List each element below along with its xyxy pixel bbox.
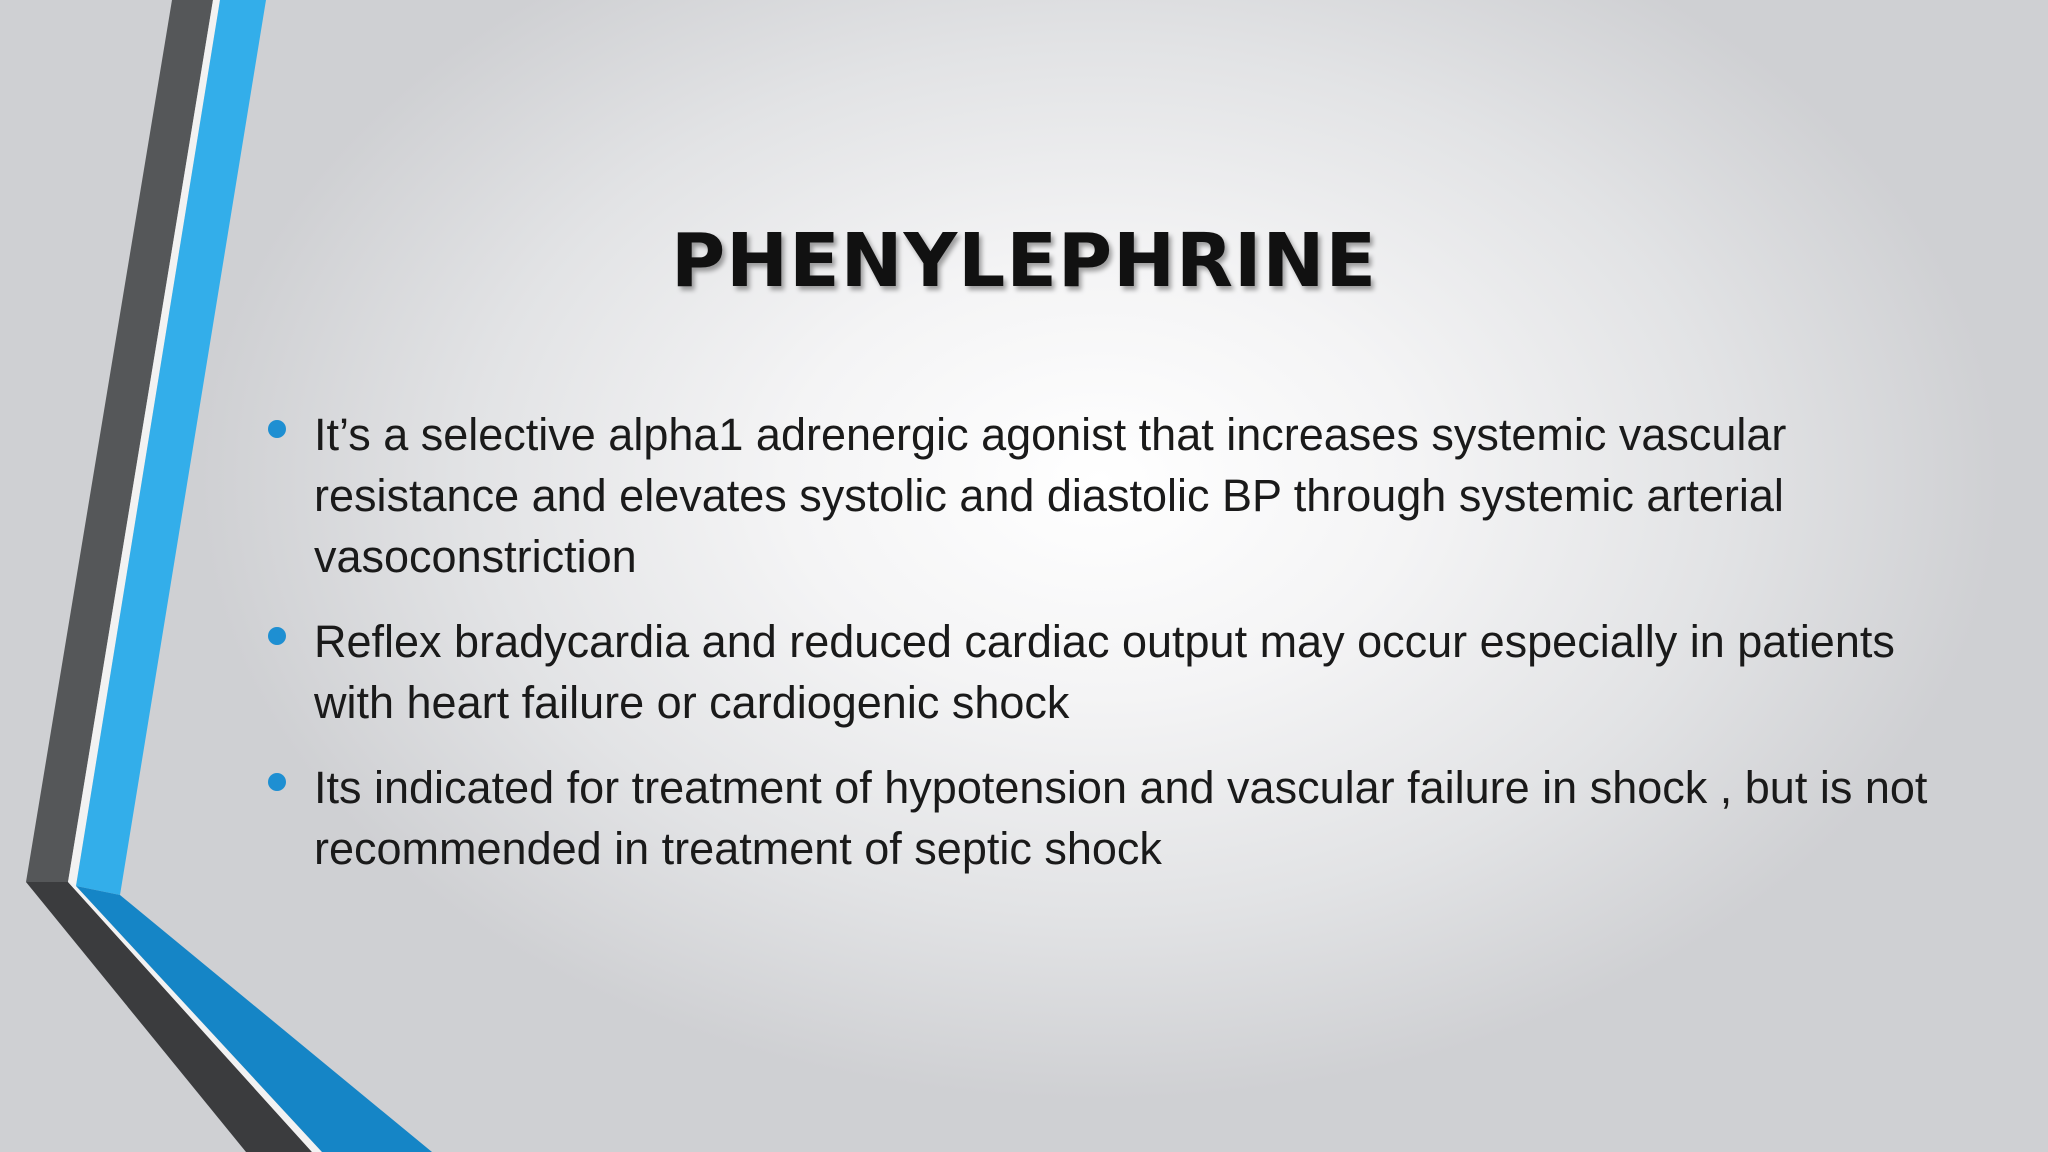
slide-title: PHENYLEPHRINE <box>670 218 1378 304</box>
bullet-item <box>268 404 1928 587</box>
bullet-text: It’s a selective alpha1 adrenergic agonist that increases systemic vascular resistance and elevates systolic and diastolic BP through systemic arterial vasoconstriction <box>314 409 1787 582</box>
bullet-dot-icon <box>268 420 286 438</box>
bullet-text: Reflex bradycardia and reduced cardiac output may occur especially in patients with heart failure or cardiogenic shock <box>314 616 1895 728</box>
bullet-list <box>268 404 1928 903</box>
bullet-item <box>268 611 1928 733</box>
bullet-dot-icon <box>268 627 286 645</box>
white-stripe-upper <box>68 0 220 886</box>
gray-stripe-lower <box>26 882 312 1152</box>
bullet-dot-icon <box>268 773 286 791</box>
white-stripe-lower <box>68 882 322 1152</box>
bullet-item <box>268 757 1928 879</box>
bullet-text: Its indicated for treatment of hypotension and vascular failure in shock , but is not recommended in treatment of septic shock <box>314 762 1928 874</box>
